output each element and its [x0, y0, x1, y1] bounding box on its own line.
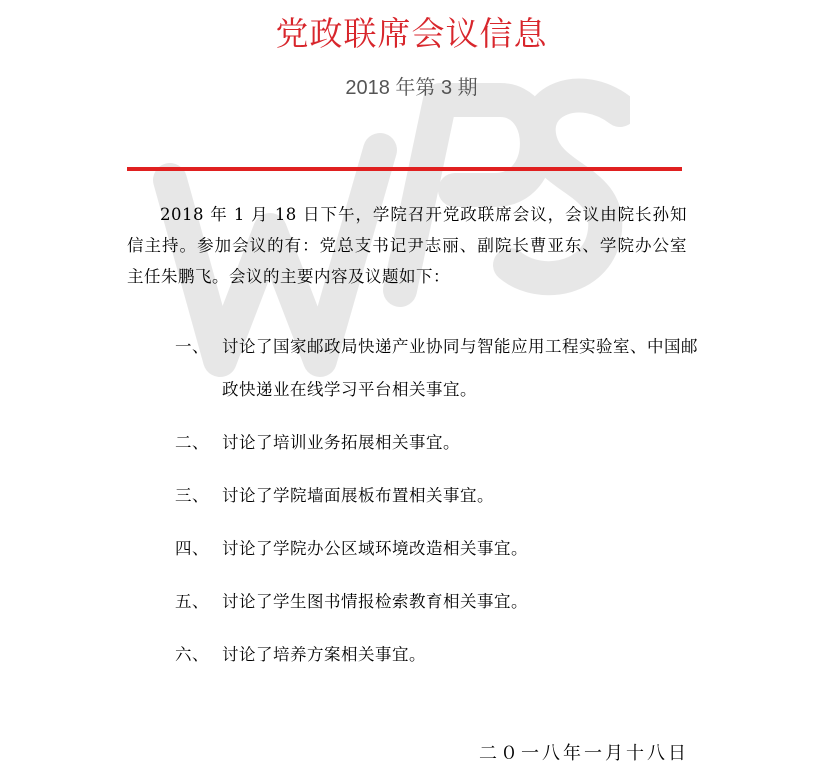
document-title: 党政联席会议信息 [275, 14, 548, 53]
document-date: 二０一八年一月十八日 [479, 743, 689, 764]
list-item [175, 527, 705, 570]
list-item-text: 讨论了培训业务拓展相关事宜。 [222, 433, 460, 452]
header-divider [127, 167, 682, 171]
list-item-text: 讨论了培养方案相关事宜。 [222, 645, 426, 664]
list-item-number: 五、 [175, 592, 209, 611]
intro-paragraph: 2018 年 1 月 18 日下午，学院召开党政联席会议，会议由院长孙知信主持。参加会议的有：党总支书记尹志丽、副院长曹亚东、学院办公室主任朱鹏飞。会议的主要内容及议题如下： [127, 205, 687, 286]
list-item-number: 六、 [175, 645, 209, 664]
list-item-text: 讨论了国家邮政局快递产业协同与智能应用工程实验室、中国邮政快递业在线学习平台相关事宜。 [222, 337, 698, 399]
list-item-text: 讨论了学生图书情报检索教育相关事宜。 [222, 592, 528, 611]
list-item-number: 四、 [175, 539, 209, 558]
list-item [175, 633, 705, 676]
list-item [175, 580, 705, 623]
list-item [175, 474, 705, 517]
issue-number: 2018 年第 3 期 [345, 77, 478, 99]
list-item-text: 讨论了学院墙面展板布置相关事宜。 [222, 486, 494, 505]
list-item [175, 325, 705, 411]
list-item-number: 三、 [175, 486, 209, 505]
list-item [175, 421, 705, 464]
list-item-text: 讨论了学院办公区域环境改造相关事宜。 [222, 539, 528, 558]
list-item-number: 一、 [175, 337, 209, 356]
agenda-list [175, 325, 705, 686]
list-item-number: 二、 [175, 433, 209, 452]
